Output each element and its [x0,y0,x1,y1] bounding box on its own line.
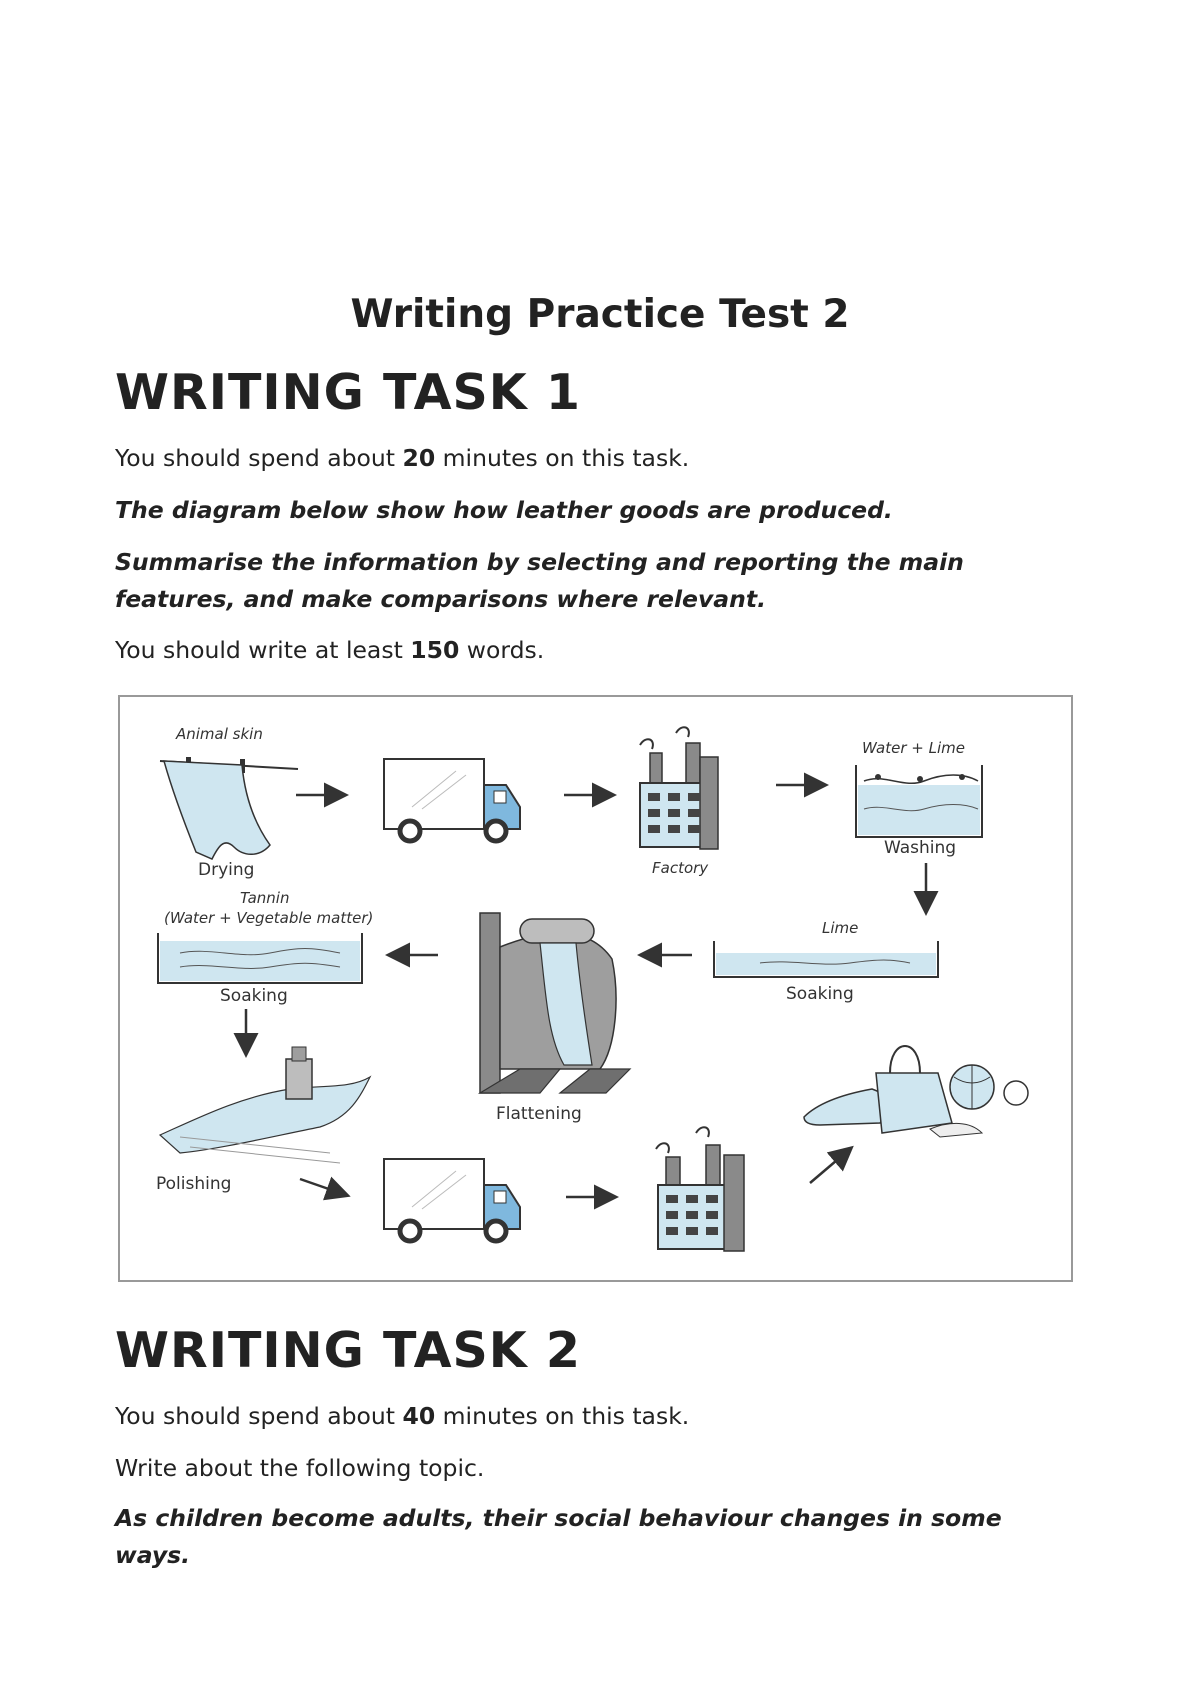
task1-time-instruction [115,440,1035,477]
soaking-left-label: Soaking [220,986,288,1006]
task1-prompt-diagram: The diagram below show how leather goods are produced. [115,496,893,524]
lime-soaking-tank [714,941,938,977]
washing-tank [856,765,982,837]
task1-time-value: 20 [402,444,436,472]
lime-label: Lime [822,919,859,937]
task1-prompt-summarise: Summarise the information by selecting and reporting the main features, and make comparisons where relevant. [115,548,964,613]
diagram-canvas [120,697,1071,1280]
polishing-label: Polishing [156,1174,232,1194]
task2-prompt: As children become adults, their social behaviour changes in some ways. [115,1504,1002,1569]
truck-icon-2 [384,1159,520,1241]
task2-time-instruction [115,1398,1035,1435]
arrow-8 [300,1179,346,1195]
water-lime-label: Water + Lime [862,739,965,757]
task1-time-post: minutes on this task. [435,444,690,472]
factory-icon-1 [640,727,718,849]
truck-icon-1 [384,759,520,841]
task1-word-instruction [115,632,1035,669]
leather-process-diagram [118,695,1073,1282]
tannin-soaking-tank [158,933,362,983]
factory-icon-2 [656,1127,744,1251]
task1-words-pre: You should write at least [115,636,411,664]
task2-time-pre: You should spend about [115,1402,403,1430]
task2-time-value: 40 [402,1402,436,1430]
factory-label: Factory [652,859,709,877]
tannin-label: Tannin [240,889,290,907]
task2-topic-intro: Write about the following topic. [115,1454,485,1482]
tannin-detail-label: (Water + Vegetable matter) [164,909,374,927]
task1-time-pre: You should spend about [115,444,403,472]
task2-heading: WRITING TASK 2 [115,1322,581,1379]
drying-illustration [160,757,298,859]
leather-goods-illustration [804,1046,1028,1137]
drying-label: Drying [198,860,255,880]
flattening-machine [480,913,630,1093]
page-title: Writing Practice Test 2 [350,292,850,337]
soaking-right-label: Soaking [786,984,854,1004]
flattening-label: Flattening [496,1104,582,1124]
arrow-10 [810,1149,850,1183]
animal-skin-label: Animal skin [176,725,263,743]
polishing-illustration [160,1047,370,1163]
task1-heading: WRITING TASK 1 [115,364,581,421]
task1-words-post: words. [459,636,545,664]
task2-time-post: minutes on this task. [435,1402,690,1430]
task1-words-value: 150 [410,636,460,664]
washing-label: Washing [884,838,957,858]
